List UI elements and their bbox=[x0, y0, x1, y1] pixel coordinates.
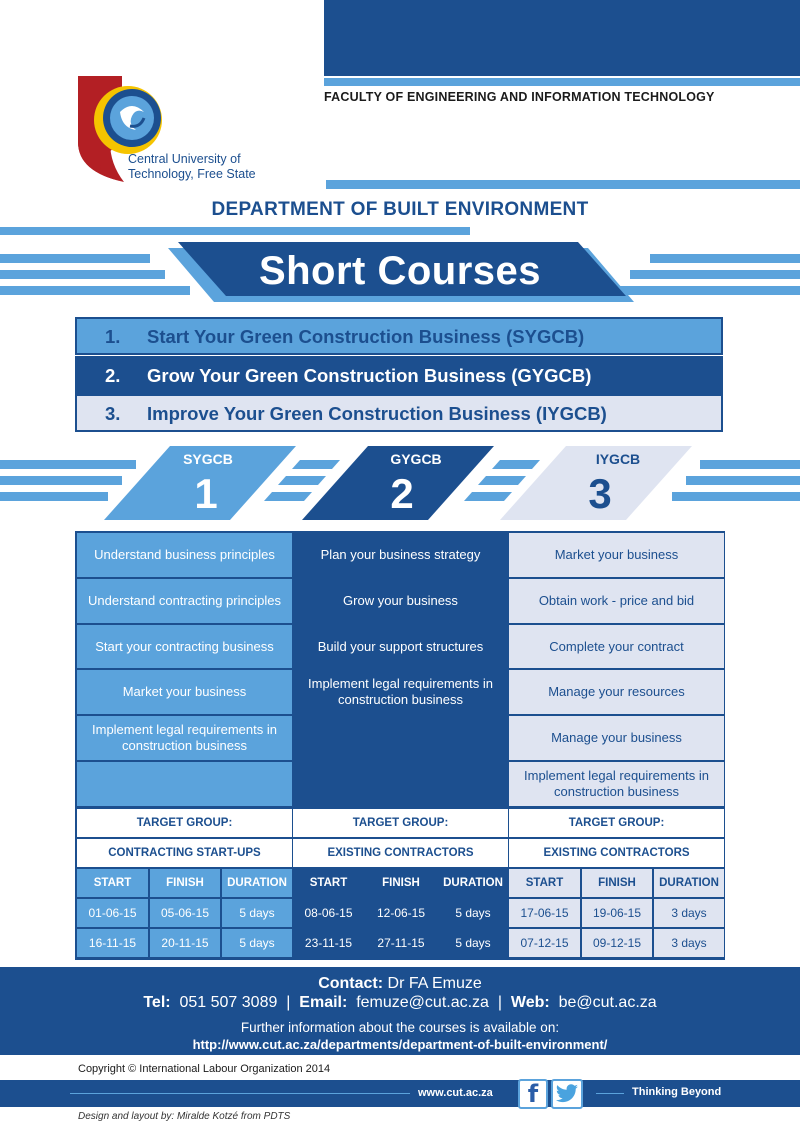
course-item-iygcb bbox=[75, 394, 723, 432]
modules-table bbox=[75, 531, 725, 808]
header-duration: DURATION bbox=[222, 869, 292, 897]
start-date: 23-11-15 bbox=[293, 929, 364, 957]
finish-date: 19-06-15 bbox=[582, 899, 652, 927]
faculty-heading: FACULTY OF ENGINEERING AND INFORMATION TECHNOLOGY bbox=[324, 90, 715, 104]
program-number-sygcb: 1 bbox=[194, 470, 218, 517]
program-number-iygcb: 3 bbox=[588, 470, 612, 517]
finish-date: 05-06-15 bbox=[150, 899, 220, 927]
schedule-row bbox=[509, 929, 724, 957]
program-code-gygcb: GYGCB bbox=[390, 451, 442, 467]
email-link[interactable]: femuze@cut.ac.za bbox=[356, 994, 489, 1011]
start-date: 01-06-15 bbox=[77, 899, 148, 927]
info-url-link[interactable]: http://www.cut.ac.za/departments/department-of-built-environment/ bbox=[192, 1037, 608, 1052]
module-cell: Obtain work - price and bid bbox=[509, 579, 724, 623]
header-finish: FINISH bbox=[366, 869, 436, 897]
schedule-row bbox=[77, 899, 292, 927]
top-stripe bbox=[324, 78, 800, 86]
duration: 5 days bbox=[438, 899, 508, 927]
contact-label: Contact: bbox=[318, 975, 384, 992]
footer-divider bbox=[596, 1093, 624, 1094]
finish-date: 27-11-15 bbox=[366, 929, 436, 957]
schedule-row bbox=[293, 929, 508, 957]
target-group-label: TARGET GROUP: bbox=[77, 809, 292, 837]
schedule-table bbox=[75, 807, 725, 960]
header-duration: DURATION bbox=[654, 869, 724, 897]
module-cell: Implement legal requirements in construction business bbox=[77, 716, 292, 760]
email-label: Email: bbox=[299, 994, 348, 1011]
footer-divider bbox=[70, 1093, 410, 1094]
target-group-label: TARGET GROUP: bbox=[293, 809, 508, 837]
course-label: Improve Your Green Construction Business (IYGCB) bbox=[147, 403, 607, 424]
info-text: Further information about the courses is available on: bbox=[240, 1020, 560, 1035]
module-cell: Market your business bbox=[509, 533, 724, 577]
design-credit: Design and layout by: Miralde Kotzé from PDTS bbox=[78, 1111, 291, 1122]
program-code-iygcb: IYGCB bbox=[595, 451, 641, 467]
duration: 5 days bbox=[222, 929, 292, 957]
module-cell: Start your contracting business bbox=[77, 625, 292, 669]
program-number-gygcb: 2 bbox=[390, 470, 414, 517]
schedule-row bbox=[293, 899, 508, 927]
contact-person bbox=[0, 975, 800, 993]
header-start: START bbox=[293, 869, 364, 897]
header-finish: FINISH bbox=[582, 869, 652, 897]
target-group-name: EXISTING CONTRACTORS bbox=[509, 839, 724, 867]
target-group-name: CONTRACTING START-UPS bbox=[77, 839, 292, 867]
program-code-sygcb: SYGCB bbox=[183, 451, 233, 467]
course-number: 2. bbox=[105, 365, 121, 386]
logo-text bbox=[128, 152, 256, 182]
schedule-row bbox=[77, 929, 292, 957]
module-cell: Implement legal requirements in construction business bbox=[509, 762, 724, 806]
department-title: DEPARTMENT OF BUILT ENVIRONMENT bbox=[211, 199, 589, 220]
schedule-column-sygcb bbox=[77, 809, 292, 957]
module-cell: Plan your business strategy bbox=[293, 533, 508, 577]
mid-stripe bbox=[326, 180, 800, 189]
department-stripe bbox=[0, 227, 470, 235]
module-cell bbox=[293, 762, 508, 806]
start-date: 07-12-15 bbox=[509, 929, 580, 957]
contact-name: Dr FA Emuze bbox=[387, 975, 482, 992]
target-group-name: EXISTING CONTRACTORS bbox=[293, 839, 508, 867]
schedule-header-row bbox=[77, 869, 292, 897]
footer-site-link[interactable]: www.cut.ac.za bbox=[418, 1087, 493, 1099]
duration: 5 days bbox=[438, 929, 508, 957]
module-cell: Manage your business bbox=[509, 716, 724, 760]
course-label: Start Your Green Construction Business (SYGCB) bbox=[147, 326, 585, 347]
facebook-glyph: f bbox=[527, 1080, 539, 1108]
module-cell: Market your business bbox=[77, 670, 292, 714]
header-finish: FINISH bbox=[150, 869, 220, 897]
course-number: 1. bbox=[105, 326, 121, 347]
duration: 3 days bbox=[654, 899, 724, 927]
course-number: 3. bbox=[105, 403, 121, 424]
start-date: 16-11-15 bbox=[77, 929, 148, 957]
header-start: START bbox=[77, 869, 148, 897]
module-cell: Grow your business bbox=[293, 579, 508, 623]
header-start: START bbox=[509, 869, 580, 897]
module-cell: Manage your resources bbox=[509, 670, 724, 714]
modules-column-iygcb bbox=[509, 533, 724, 806]
contact-section bbox=[0, 967, 800, 1055]
course-item-sygcb bbox=[75, 317, 723, 355]
contact-details: Tel: 051 507 3089 | Email: femuze@cut.ac.za | Web: be@cut.ac.za bbox=[143, 994, 657, 1011]
target-group-label: TARGET GROUP: bbox=[509, 809, 724, 837]
schedule-column-iygcb bbox=[509, 809, 724, 957]
schedule-header-row bbox=[293, 869, 508, 897]
finish-date: 12-06-15 bbox=[366, 899, 436, 927]
page-title: Short Courses bbox=[258, 249, 542, 293]
module-cell: Implement legal requirements in construction business bbox=[293, 670, 508, 714]
tel-value: 051 507 3089 bbox=[179, 994, 278, 1011]
schedule-header-row bbox=[509, 869, 724, 897]
finish-date: 09-12-15 bbox=[582, 929, 652, 957]
finish-date: 20-11-15 bbox=[150, 929, 220, 957]
facebook-icon[interactable] bbox=[518, 1079, 548, 1109]
footer-tagline: Thinking Beyond bbox=[632, 1086, 722, 1098]
schedule-column-gygcb bbox=[293, 809, 508, 957]
start-date: 17-06-15 bbox=[509, 899, 580, 927]
duration: 5 days bbox=[222, 899, 292, 927]
web-link[interactable]: be@cut.ac.za bbox=[558, 994, 657, 1011]
top-band bbox=[324, 0, 800, 76]
modules-column-sygcb bbox=[77, 533, 292, 806]
module-cell: Understand contracting principles bbox=[77, 579, 292, 623]
schedule-row bbox=[509, 899, 724, 927]
copyright-text: Copyright © International Labour Organization 2014 bbox=[78, 1063, 331, 1075]
twitter-icon[interactable] bbox=[551, 1079, 583, 1109]
module-cell: Understand business principles bbox=[77, 533, 292, 577]
module-cell bbox=[293, 716, 508, 760]
tel-label: Tel: bbox=[143, 994, 171, 1011]
logo-line-1: Central University of bbox=[128, 152, 241, 166]
module-cell bbox=[77, 762, 292, 806]
header-duration: DURATION bbox=[438, 869, 508, 897]
twitter-bird-icon bbox=[555, 1084, 579, 1104]
web-label: Web: bbox=[510, 994, 550, 1011]
course-item-gygcb bbox=[75, 356, 723, 394]
module-cell: Complete your contract bbox=[509, 625, 724, 669]
duration: 3 days bbox=[654, 929, 724, 957]
start-date: 08-06-15 bbox=[293, 899, 364, 927]
course-label: Grow Your Green Construction Business (GYGCB) bbox=[147, 365, 592, 386]
module-cell: Build your support structures bbox=[293, 625, 508, 669]
logo-line-2: Technology, Free State bbox=[128, 167, 256, 181]
modules-column-gygcb bbox=[293, 533, 508, 806]
